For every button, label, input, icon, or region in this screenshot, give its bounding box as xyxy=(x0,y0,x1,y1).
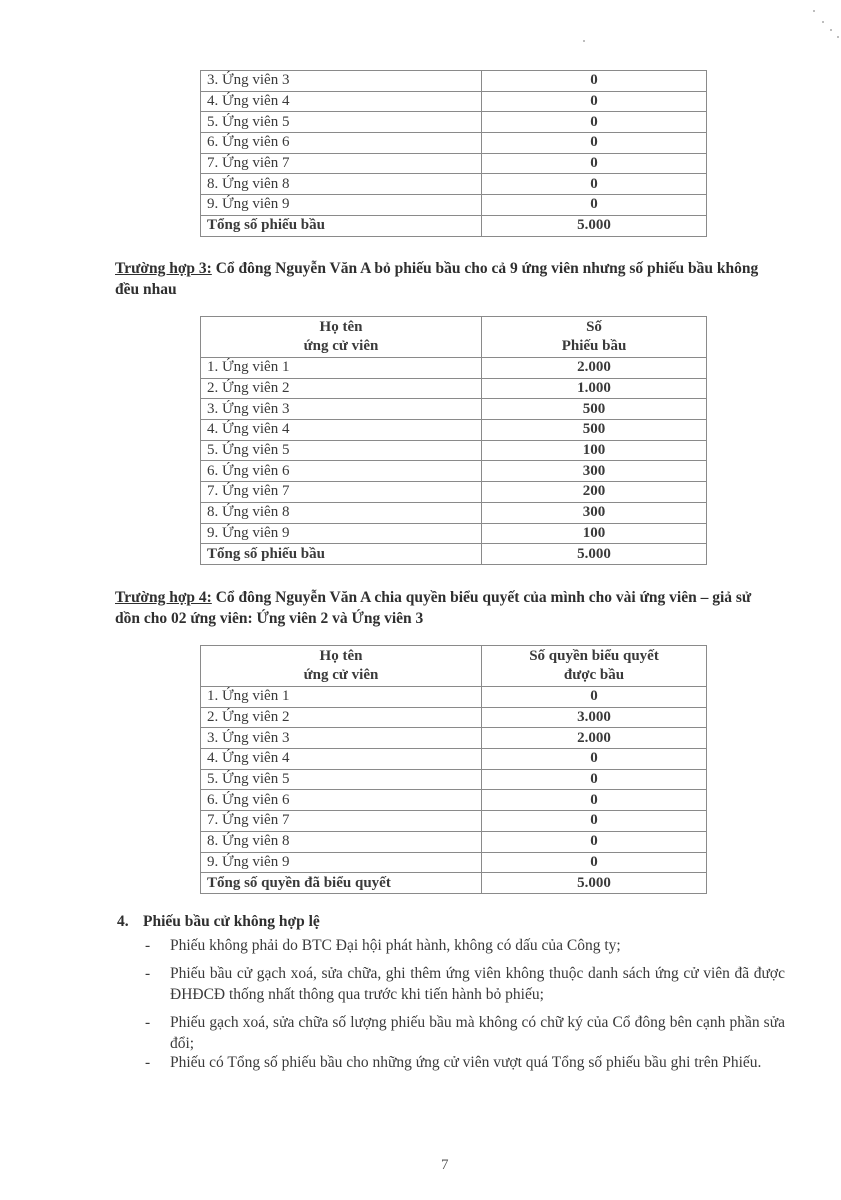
section4-title xyxy=(117,913,320,931)
candidate-name: 7. Ứng viên 7 xyxy=(201,482,482,503)
candidate-name: 3. Ứng viên 3 xyxy=(201,399,482,420)
case4-heading xyxy=(115,587,780,629)
case3-text: Cổ đông Nguyễn Văn A bỏ phiếu bầu cho cả 9 ứng viên nhưng số phiếu bầu không đều nhau xyxy=(115,260,759,298)
header-votes: Số Phiếu bầu xyxy=(482,317,707,358)
total-value: 5.000 xyxy=(482,873,707,894)
table-row xyxy=(201,153,707,174)
candidate-name: 6. Ứng viên 6 xyxy=(201,133,482,154)
candidate-name: 3. Ứng viên 3 xyxy=(201,71,482,92)
table-row xyxy=(201,461,707,482)
table-header-row xyxy=(201,317,707,358)
vote-count: 0 xyxy=(482,133,707,154)
vote-count: 300 xyxy=(482,461,707,482)
scan-speck xyxy=(822,21,824,23)
vote-count: 0 xyxy=(482,153,707,174)
candidate-name: 4. Ứng viên 4 xyxy=(201,749,482,770)
case3-heading xyxy=(115,258,780,300)
vote-count: 0 xyxy=(482,687,707,708)
table-row xyxy=(201,769,707,790)
table-row xyxy=(201,687,707,708)
candidate-name: 7. Ứng viên 7 xyxy=(201,811,482,832)
candidate-name: 4. Ứng viên 4 xyxy=(201,420,482,441)
table-row xyxy=(201,523,707,544)
total-row xyxy=(201,544,707,565)
section4-number: 4. xyxy=(117,913,129,930)
total-label: Tổng số phiếu bầu xyxy=(201,544,482,565)
table-row xyxy=(201,174,707,195)
scan-speck xyxy=(813,10,815,12)
candidate-name: 8. Ứng viên 8 xyxy=(201,174,482,195)
total-value: 5.000 xyxy=(482,215,707,236)
vote-count: 100 xyxy=(482,440,707,461)
candidate-name: 2. Ứng viên 2 xyxy=(201,378,482,399)
vote-count: 100 xyxy=(482,523,707,544)
list-item xyxy=(145,963,785,1005)
candidate-name: 8. Ứng viên 8 xyxy=(201,502,482,523)
vote-count: 0 xyxy=(482,831,707,852)
vote-count: 0 xyxy=(482,811,707,832)
total-row xyxy=(201,873,707,894)
candidate-name: 5. Ứng viên 5 xyxy=(201,112,482,133)
bullet-text: Phiếu gạch xoá, sửa chữa số lượng phiếu bầu mà không có chữ ký của Cổ đông bên cạnh phần sửa đổi; xyxy=(170,1014,785,1052)
list-item xyxy=(145,935,785,956)
vote-count: 3.000 xyxy=(482,707,707,728)
vote-count: 2.000 xyxy=(482,728,707,749)
candidate-name: 1. Ứng viên 1 xyxy=(201,358,482,379)
table-row xyxy=(201,790,707,811)
bullet-text: Phiếu bầu cử gạch xoá, sửa chữa, ghi thêm ứng viên không thuộc danh sách ứng cử viên đã được ĐHĐCĐ thống nhất thông qua trước khi tiến hành bỏ phiếu; xyxy=(170,965,785,1003)
vote-count: 500 xyxy=(482,399,707,420)
table-row xyxy=(201,91,707,112)
total-row xyxy=(201,215,707,236)
table-row xyxy=(201,195,707,216)
candidate-name: 8. Ứng viên 8 xyxy=(201,831,482,852)
table-row xyxy=(201,133,707,154)
candidate-name: 1. Ứng viên 1 xyxy=(201,687,482,708)
vote-count: 0 xyxy=(482,769,707,790)
candidate-name: 3. Ứng viên 3 xyxy=(201,728,482,749)
total-value: 5.000 xyxy=(482,544,707,565)
vote-count: 1.000 xyxy=(482,378,707,399)
vote-count: 0 xyxy=(482,71,707,92)
table-row xyxy=(201,831,707,852)
bullet-dash: - xyxy=(145,1014,151,1031)
table-row xyxy=(201,420,707,441)
candidate-name: 7. Ứng viên 7 xyxy=(201,153,482,174)
section4-title-text: Phiếu bầu cử không hợp lệ xyxy=(143,913,320,930)
bullet-dash: - xyxy=(145,937,151,954)
bullet-text: Phiếu có Tổng số phiếu bầu cho những ứng cử viên vượt quá Tổng số phiếu bầu ghi trên Phiếu. xyxy=(170,1054,762,1071)
table-row xyxy=(201,749,707,770)
vote-count: 2.000 xyxy=(482,358,707,379)
table-row xyxy=(201,358,707,379)
table-header-row xyxy=(201,646,707,687)
candidate-name: 5. Ứng viên 5 xyxy=(201,769,482,790)
vote-count: 0 xyxy=(482,91,707,112)
vote-count: 0 xyxy=(482,174,707,195)
vote-count: 0 xyxy=(482,852,707,873)
total-label: Tổng số phiếu bầu xyxy=(201,215,482,236)
scan-speck xyxy=(830,29,832,31)
candidate-name: 9. Ứng viên 9 xyxy=(201,852,482,873)
bullet-dash: - xyxy=(145,965,151,982)
candidate-name: 6. Ứng viên 6 xyxy=(201,790,482,811)
table-row xyxy=(201,707,707,728)
candidate-name: 9. Ứng viên 9 xyxy=(201,195,482,216)
candidate-name: 5. Ứng viên 5 xyxy=(201,440,482,461)
vote-table-case2-continued xyxy=(200,70,707,237)
vote-count: 200 xyxy=(482,482,707,503)
vote-count: 0 xyxy=(482,790,707,811)
vote-count: 0 xyxy=(482,749,707,770)
case4-label: Trường hợp 4: xyxy=(115,589,212,606)
table-row xyxy=(201,399,707,420)
vote-table-case3 xyxy=(200,316,707,565)
case4-text: Cổ đông Nguyễn Văn A chia quyền biểu quyết của mình cho vài ứng viên – giả sử dồn cho 02 ứng viên: Ứng viên 2 và Ứng viên 3 xyxy=(115,589,752,627)
vote-count: 300 xyxy=(482,502,707,523)
table-row xyxy=(201,811,707,832)
header-voting-rights: Số quyền biểu quyết được bầu xyxy=(482,646,707,687)
case3-label: Trường hợp 3: xyxy=(115,260,212,277)
table-row xyxy=(201,482,707,503)
scan-speck xyxy=(583,40,585,42)
vote-count: 0 xyxy=(482,195,707,216)
table-row xyxy=(201,728,707,749)
table-row xyxy=(201,852,707,873)
table-row xyxy=(201,112,707,133)
table-row xyxy=(201,378,707,399)
vote-table-case4 xyxy=(200,645,707,894)
candidate-name: 6. Ứng viên 6 xyxy=(201,461,482,482)
table-row xyxy=(201,502,707,523)
candidate-name: 4. Ứng viên 4 xyxy=(201,91,482,112)
candidate-name: 2. Ứng viên 2 xyxy=(201,707,482,728)
page-number: 7 xyxy=(441,1157,449,1173)
header-candidate: Họ tên ứng cử viên xyxy=(201,317,482,358)
list-item xyxy=(145,1012,785,1054)
bullet-dash: - xyxy=(145,1054,151,1071)
vote-count: 500 xyxy=(482,420,707,441)
candidate-name: 9. Ứng viên 9 xyxy=(201,523,482,544)
table-row xyxy=(201,71,707,92)
vote-count: 0 xyxy=(482,112,707,133)
scan-speck xyxy=(837,36,839,38)
list-item xyxy=(145,1052,785,1073)
table-row xyxy=(201,440,707,461)
total-label: Tổng số quyền đã biểu quyết xyxy=(201,873,482,894)
header-candidate: Họ tên ứng cử viên xyxy=(201,646,482,687)
bullet-text: Phiếu không phải do BTC Đại hội phát hành, không có dấu của Công ty; xyxy=(170,937,621,954)
